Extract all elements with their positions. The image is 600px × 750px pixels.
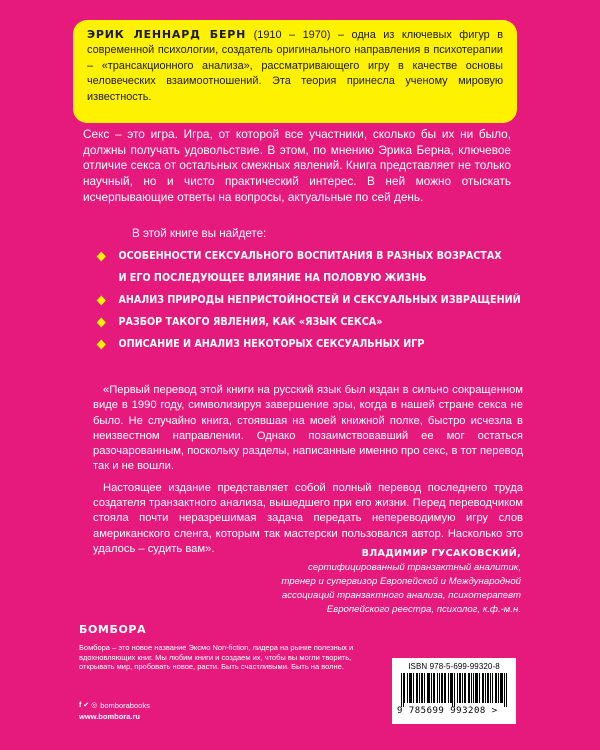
- barcode-bar: [454, 673, 455, 707]
- barcode-bar: [410, 673, 411, 703]
- intro-paragraph: Секс – это игра. Игра, от которой все участники, сколько бы их ни было, должны получать удовольствие. В этом, по мнению Эрика Берна, ключевое отличие секса от остальных смежных явлений. Книга представляет не только научный, но и чисто практический интерес. В ней можно отыскать исчерпывающие ответы на вопросы, актуальные по сей день.: [83, 127, 511, 204]
- barcode-icon: [397, 673, 511, 707]
- quote-paragraph-2: Настоящее издание представляет собой полный перевод последнего труда создателя транзактного анализа, вышедшего при его жизни. Перед переводчиком стояла почти неразрешимая задача передать непереводимую игру слов американского сленга, которым так мастерски пользовался автор. Насколько это удалось – судить вам».: [93, 481, 523, 555]
- barcode-bar: [403, 673, 404, 707]
- publisher-description: Бомбора – это новое название Эксмо Non-fiction, лидера на рынке полезных и вдохновляющих книг. Мы любим книги и создаем их, чтобы вы могли творить, открывать мир, пробовать новое, расти. Быть счастливыми. Быть на волне.: [79, 643, 354, 672]
- list-item: [98, 245, 502, 267]
- list-item: [98, 333, 489, 355]
- barcode-bar: [411, 673, 412, 703]
- barcode-bar: [476, 673, 477, 703]
- barcode-bar: [501, 673, 502, 703]
- signature-name: ВЛАДИМИР ГУСАКОВСКИЙ,: [361, 548, 521, 559]
- signature-title-line: Европейского реестра, психолог, к.ф.-м.н.: [326, 604, 521, 615]
- barcode-bar: [469, 673, 470, 703]
- barcode-bar: [445, 673, 446, 703]
- list-item-text: РАЗБОР ТАКОГО ЯВЛЕНИЯ, КАК «ЯЗЫК СЕКСА»: [118, 316, 383, 328]
- barcode-bar: [490, 673, 491, 703]
- diamond-bullet-icon: [97, 296, 106, 306]
- barcode-bar: [409, 673, 410, 703]
- barcode-bar: [422, 673, 423, 703]
- barcode-bar: [465, 673, 466, 703]
- diamond-bullet-icon: [97, 340, 106, 350]
- barcode-bar: [479, 673, 480, 703]
- list-item-text: ОПИСАНИЕ И АНАЛИЗ НЕКОТОРЫХ СЕКСУАЛЬНЫХ ИГР: [118, 338, 425, 350]
- barcode-bar: [404, 673, 405, 703]
- signature-title-line: сертифицированный транзактный аналитик,: [308, 562, 521, 573]
- barcode-bar: [464, 673, 465, 703]
- author-name: ЭРИК ЛЕННАРД БЕРН: [87, 28, 247, 41]
- barcode-bar: [413, 673, 414, 703]
- barcode-bar: [452, 673, 453, 707]
- barcode-bar: [407, 673, 408, 703]
- social-icons: f ✔ ◎: [79, 702, 98, 709]
- barcode-bar: [416, 673, 417, 703]
- list-item: [98, 311, 489, 333]
- barcode-bar: [473, 673, 474, 703]
- list-item-continuation: [98, 267, 489, 289]
- barcode-bar: [417, 673, 418, 703]
- diamond-bullet-icon: [97, 252, 106, 262]
- barcode-bar: [439, 673, 440, 703]
- barcode-bar: [471, 673, 472, 703]
- barcode-bar: [488, 673, 489, 703]
- list-item: [98, 289, 521, 311]
- barcode-bar: [450, 673, 451, 703]
- barcode-bar: [421, 673, 422, 703]
- barcode-bar: [506, 673, 507, 707]
- isbn-text: ISBN 978-5-699-99320-8: [408, 662, 500, 671]
- list-item-text: АНАЛИЗ ПРИРОДЫ НЕПРИСТОЙНОСТЕЙ И СЕКСУАЛЬНЫХ ИЗВРАЩЕНИЙ: [118, 294, 521, 306]
- review-quote: [93, 383, 523, 563]
- barcode-bar: [495, 673, 496, 703]
- quote-paragraph-1: «Первый перевод этой книги на русский язык был издан в сильно сокращенном виде в 1990 году, символизируя завершение эры, когда в нашей стране секса не было. Не случайно книга, стоявшая на моей книжной полке, быстро исчезла в неизвестном направлении. Однако позаимствовавший ее мог остаться разочарованным, поскольку разделы, написанные именно про секс, в тот перевод так и не вошли.: [93, 384, 523, 473]
- barcode-bar: [441, 673, 442, 703]
- list-item-text: И ЕГО ПОСЛЕДУЮЩЕЕ ВЛИЯНИЕ НА ПОЛОВУЮ ЖИЗНЬ: [118, 272, 427, 284]
- publisher-website: www.bombora.ru: [79, 712, 140, 721]
- barcode-bar: [500, 673, 501, 703]
- barcode-bar: [487, 673, 488, 703]
- barcode-bar: [502, 673, 503, 703]
- author-bio: (1910 – 1970) – одна из ключевых фигур в современной психологии, создатель оригинального направления в психотерапии – «трансакционного анализа», рассматривающего игру в качестве основы человеческих взаимоотношений. Эта теория принесла ученому мировую известность.: [87, 29, 503, 103]
- author-box: [73, 20, 517, 123]
- barcode-bar: [468, 673, 469, 703]
- barcode-bar: [496, 673, 497, 703]
- social-links: [79, 701, 150, 711]
- signature-title-line: ассоциаций транзактного анализа, психотерапевт: [281, 590, 521, 601]
- feature-list: [98, 245, 521, 355]
- barcode-bar: [504, 673, 505, 707]
- barcode-bar: [429, 673, 430, 703]
- barcode-bar: [419, 673, 420, 703]
- quote-signature: [191, 547, 521, 617]
- diamond-bullet-icon: [97, 318, 106, 328]
- publisher-logo: БОМБОРА: [79, 623, 147, 636]
- barcode-bar: [485, 673, 486, 703]
- barcode-bar: [437, 673, 438, 703]
- barcode-bar: [498, 673, 499, 703]
- barcode-bar: [462, 673, 463, 703]
- barcode-bar: [460, 673, 461, 703]
- barcode-bar: [459, 673, 460, 703]
- barcode-bar: [401, 673, 402, 707]
- barcode-bar: [431, 673, 432, 703]
- barcode-bar: [424, 673, 425, 703]
- barcode-bar: [451, 673, 452, 703]
- barcode-bar: [477, 673, 478, 703]
- barcode-bar: [428, 673, 429, 703]
- barcode-bar: [442, 673, 443, 703]
- barcode-digits: 9 785699 993208 >: [397, 706, 498, 716]
- barcode-bar: [492, 673, 493, 703]
- social-handle: bomborabooks: [100, 701, 150, 710]
- barcode-bar: [448, 673, 449, 703]
- barcode-box: [392, 658, 516, 724]
- signature-title-line: тренер и супервизор Европейской и Международной: [281, 576, 521, 587]
- barcode-bar: [427, 673, 428, 703]
- barcode-bar: [482, 673, 483, 703]
- barcode-bar: [434, 673, 435, 703]
- barcode-bar: [475, 673, 476, 703]
- barcode-bar: [444, 673, 445, 703]
- barcode-bar: [457, 673, 458, 703]
- list-title: В этой книге вы найдете:: [132, 227, 267, 240]
- barcode-bar: [433, 673, 434, 703]
- list-item-text: ОСОБЕННОСТИ СЕКСУАЛЬНОГО ВОСПИТАНИЯ В РАЗНЫХ ВОЗРАСТАХ: [118, 250, 502, 262]
- barcode-bar: [483, 673, 484, 703]
